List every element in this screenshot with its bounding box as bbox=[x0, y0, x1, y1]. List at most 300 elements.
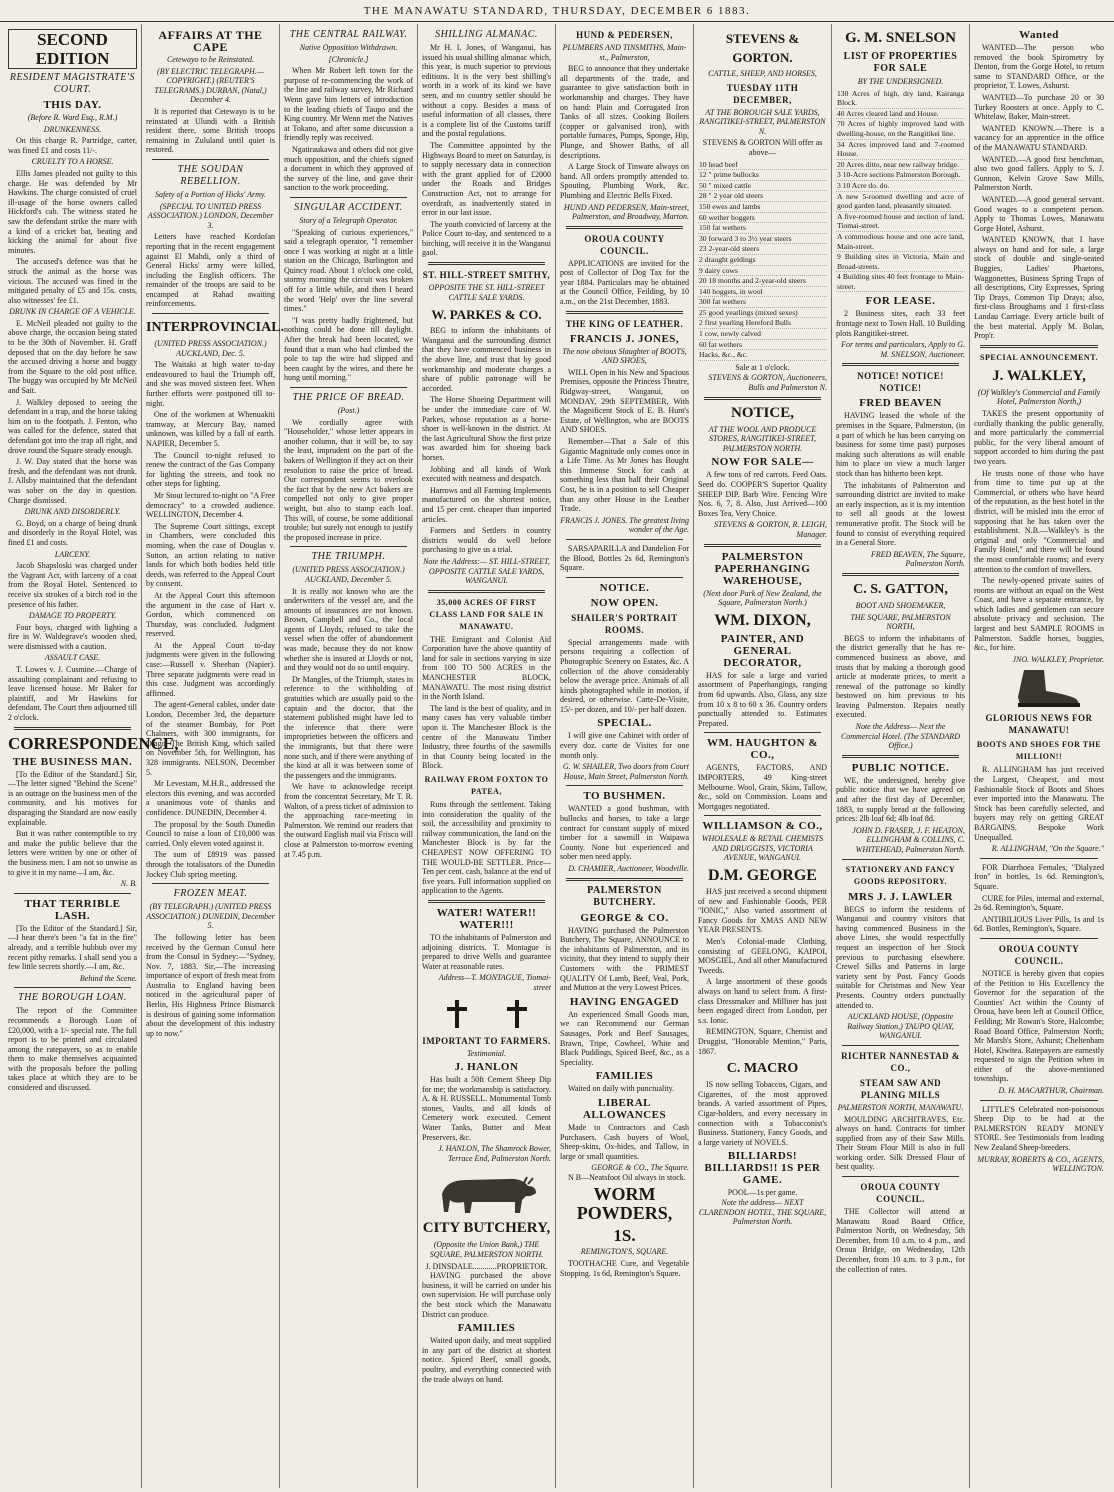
notice-heading: NOTICE. bbox=[599, 581, 650, 594]
liberal-text: Made to Contractors and Cash Purchasers. Cash buyers of Wool, Sheep-skins, Ox-hides, and Tallow, in large or small quantities. bbox=[560, 1122, 689, 1161]
property-list-item: 9 Building sites in Victoria, Main and Broad-streets. bbox=[837, 252, 964, 271]
interprovincial-text: The agent-General cables, under date London, December 3rd, the departure of the steamer Bombay, for Port Chalmers, with 300 immigrants, for Otago. The British King, which sailed on November 5th, for Wellington, has 328 immigrants. NELSON, December 5. bbox=[146, 700, 275, 777]
jones-heading: FRANCIS J. JONES, bbox=[569, 332, 680, 345]
property-list-item: 4 Building sites 40 feet frontage to Main-street. bbox=[837, 272, 964, 291]
stock-list-item: 2 first yearling Hereford Bulls bbox=[698, 318, 827, 329]
george-text: HAS just received a second shipment of new and Fashionable Goods, PER "IONIC," Also varied assortment of Fancy Goods for XMAS AND NEW YEAR PRESENTS. bbox=[698, 887, 827, 935]
letter-text: But it was rather contemptible to try and make the public believe that the letters were written by one or other of the business men. I am not so unwise as to give it in my name—I am, &c. bbox=[8, 829, 137, 877]
letter-text: [To the Editor of the Standard.] Sir,—The letter signed "Behind the Scene" is an outrage on the business men of the community, and his motives for disparaging the Standard are now easily explainable. bbox=[8, 769, 137, 827]
bread-heading: THE PRICE OF BREAD. bbox=[292, 392, 405, 403]
richter-subheading: STEAM SAW AND PLANING MILLS bbox=[859, 1077, 942, 1100]
parkes-heading: W. PARKES & CO. bbox=[431, 307, 542, 323]
gatton-text: BEGS to inform the inhabitants of the district generally that he has re-commenced business as above, and trusts that by making a thorough good article at moderate prices, to merit a renewal of the patronage so kindly bestowed on him previous to his leaving Palmerston. Repairs neatly executed. bbox=[836, 633, 965, 720]
column-5 bbox=[556, 24, 694, 1488]
columns bbox=[4, 24, 1110, 1488]
macro-address: Note the address— NEXT CLARENDON HOTEL, THE SQUARE, Palmerston North. bbox=[698, 1197, 827, 1227]
masthead bbox=[0, 0, 1114, 22]
court-text: E. McNeil pleaded not guilty to the above charge, the occasion being stated to be the 30th of November. H. Graff deposed that on the day before he saw the accused driving a horse and buggy from the Square to the old post office. The buggy was occupied by Mr McNeil and Sait. bbox=[8, 318, 137, 396]
stock-list-item: 25 good yearlings (mixed sexes) bbox=[698, 308, 827, 319]
interprovincial-text: The Supreme Court sittings, except in Chambers, were concluded this morning, when the case of Douglas v. Sutton, an action relating to native lands for which both bodies held title deeds, was referred to the Appeal Court by consent. bbox=[146, 521, 275, 589]
court-text: J. W. Day stated that the horse was fresh, and the defendant was not drunk. J. Allsby maintained that the defendant was sober on the day in question. Charge dismissed. bbox=[8, 457, 137, 505]
court-text: T. Lowes v. J. Cusmine.—Charge of assaulting complainant and refusing to leave licensed house. Mr Baker for plaintiff, and Mr Hawkins for defendant. The Court then adjourned till 2 o'clock. bbox=[8, 665, 137, 723]
bushmen-signature: D. CHAMIER, Auctioneer, Woodville. bbox=[568, 864, 689, 873]
stock-list-item: 150 fat wethers bbox=[698, 223, 827, 234]
liberal-signature: GEORGE & CO., The Square. bbox=[591, 1163, 689, 1173]
crosses-illustration bbox=[427, 996, 547, 1032]
court-text: J. Walkley deposed to seeing the defendant in a trap, and the horse taking him on to the footpath. J. Fenton, who was called for the defence, stated that defendant got into the trap all right, and drove round the Square steady enough. bbox=[8, 397, 137, 455]
divider bbox=[704, 544, 821, 547]
edition-heading: SECOND EDITION bbox=[8, 29, 137, 69]
shailer-signature: G. W. SHAILER, Two doors from Court House, Main Street, Palmerston North. bbox=[562, 762, 689, 781]
palmerston-butchery-text: HAVING purchased the Palmerston Butchery, The Square, ANNOUNCE to the inhabitants of Palmerston, and its vicinity, that they intend to supply their Customers with the PRIMEST QUALITY Of Lamb, Beef, Veal, Pork, and Mutton at the very Lowest Prices. bbox=[560, 925, 689, 993]
billiards-heading: BILLIARDS! BILLIARDS!! 1S PER GAME. bbox=[704, 1150, 821, 1187]
oroua-heading: OROUA COUNTY COUNCIL. bbox=[998, 943, 1080, 966]
stock-list-item: 60 fat wethers bbox=[698, 340, 827, 351]
remedy-ad: FOR Diarrhoea Females, "Dialyzed Iron" in bottles, 1s 6d. Remington's, Square. bbox=[974, 862, 1104, 891]
allingham-signature: R. ALLINGHAM, "On the Square." bbox=[991, 844, 1104, 854]
stock-list-item: 140 hoggets, in wool bbox=[698, 287, 827, 298]
oroua-text: THE Collector will attend at Manawatu Road Board Office, Palmerston North, on Wednesday, 5th December, from 10 a.m. to 4 p.m., and Oroua Bridge, on Wednesday, 12th December, from 10 a.m. to 3 p.m., for the collection of rates. bbox=[836, 1207, 965, 1274]
gatton-heading: C. S. GATTON, bbox=[853, 581, 948, 597]
divider bbox=[14, 727, 131, 730]
railway-ad-text: Runs through the settlement. Taking into consideration the quality of the soil, the accessibility and proximity to railway communication, the land on the Manchester Block is by far the CHEAPEST NOW OFFERING TO THE WOULD-BE SETTLER. Price—Ten per cent. cash, balance at the end of five years. Full information supplied on application to the Agents. bbox=[422, 800, 551, 896]
remedy-ad: CURE for Piles, internal and external, 2s 6d. Remington's, Square. bbox=[974, 893, 1104, 913]
subhead-cruelty: CRUELTY TO A HORSE. bbox=[31, 157, 114, 167]
railway-source: [Chronicle.] bbox=[328, 54, 369, 64]
remington-text: REMINGTON, Square, Chemist and Druggist, "Honorable Mention," Paris, 1867. bbox=[698, 1027, 827, 1056]
subhead-larceny: LARCENY. bbox=[54, 549, 91, 559]
lawler-name: MRS J. J. LAWLER bbox=[848, 890, 953, 903]
court-date: THIS DAY. bbox=[43, 99, 102, 111]
shailer-heading: SHAILER'S PORTRAIT ROOMS. bbox=[571, 612, 678, 635]
subhead-drunkenness: DRUNKENNESS. bbox=[43, 124, 102, 134]
walkley-text: The newly-opened private suites of rooms are without an equal on the West Coast, and have a separate entrance, by which ladies and gentlemen can secure absolute privacy and seclusion. The largest and best SAMPLE ROOMS in Palmerston. Saddle horses, buggies, &c., for hire. bbox=[974, 576, 1104, 653]
correspondence-heading: CORRESPONDENCE, bbox=[8, 733, 179, 753]
interprovincial-wire: (UNITED PRESS ASSOCIATION.) AUCKLAND, Dec. 5. bbox=[154, 339, 267, 358]
properties-list bbox=[836, 89, 965, 293]
water-address: Address—T. MONTAGUE, Tiomai-street bbox=[438, 973, 551, 992]
george-text: A large assortment of these goods always on hand to select from. A first-class Dressmaker and Milliner has just been engaged direct from London, per s.s. Ionic. bbox=[698, 977, 827, 1025]
stevens-date: TUESDAY 11TH DECEMBER, bbox=[726, 82, 799, 105]
lawler-address: AUCKLAND HOUSE, (Opposite Railway Station,) TAUPO QUAY, WANGANUI. bbox=[847, 1012, 954, 1041]
subhead-drunk-vehicle: DRUNK IN CHARGE OF A VEHICLE. bbox=[9, 307, 136, 317]
stevens-place: AT THE BOROUGH SALE YARDS, RANGITIKEI-STREET, PALMERSTON N. bbox=[699, 107, 826, 136]
bread-source: (Post.) bbox=[337, 406, 360, 415]
interprovincial-text: Mr Stout lectured to-night on "A Free democracy" to a crowded audience. WELLINGTON, December 4. bbox=[146, 490, 275, 520]
column-7 bbox=[832, 24, 970, 1488]
glorious-subheading: BOOTS AND SHOES FOR THE MILLION!! bbox=[976, 740, 1102, 762]
accident-subheading: Story of a Telegraph Operator. bbox=[299, 215, 398, 225]
george-heading: D.M. GEORGE bbox=[708, 867, 817, 885]
lease-signature: For terms and particulars, Apply to G. M. SNELSON, Auctioneer. bbox=[841, 340, 965, 359]
properties-subheading: BY THE UNDERSIGNED. bbox=[857, 77, 944, 86]
divider bbox=[566, 577, 683, 578]
parkes-text: BEG to inform the inhabitants of Wanganui and the surrounding district that they have commenced business in the above line, and trust that by good workmanship and moderate charges a share of public patronage will be accorded. bbox=[422, 326, 551, 393]
george-text: Men's Colonial-made Clothing, consisting of GEELONG, KAIPOI, MOSGIEL, And all other Manufactured Tweeds. bbox=[698, 937, 827, 975]
triumph-heading: THE TRIUMPH. bbox=[311, 551, 386, 563]
property-list-item: 3 10 Acre do. do. bbox=[836, 181, 965, 192]
haughton-heading: WM. HAUGHTON & CO., bbox=[707, 737, 818, 762]
loan-heading: THE BOROUGH LOAN. bbox=[18, 992, 127, 1004]
accident-text: "Speaking of curious experiences," said a telegraph operator, "I remember once I was working at night at a little station on the Chicago, Burlington and Quincy road. About 1 o'clock one cold, stormy morning the circuit was broken off for a little while, and then I heard the word 'Help' over the line several times." bbox=[284, 227, 413, 314]
divider bbox=[152, 159, 269, 160]
interprovincial-text: One of the workmen at Whenuakiti tramway, at Mercury Bay, named unknown, was killed by a fall of earth. NAPIER, December 5. bbox=[146, 410, 275, 448]
frozen-meat-wire: (BY TELEGRAPH.) (UNITED PRESS ASSOCIATION.) DUNEDIN, December 5. bbox=[146, 902, 275, 931]
parkes-text: The Horse Shoeing Department will be under the immediate care of W. Parkes, whose reputation as a horse-shoer is well-known in the district. At the last Agricultural Show the first prize was awarded him for shoeing back horses. bbox=[422, 395, 551, 462]
city-butchery-heading: CITY BUTCHERY, bbox=[422, 1220, 551, 1237]
special-text: I will give one Cabinet with order of every doz. carte de Visites for one month only. bbox=[560, 731, 689, 760]
public-notice-text: WE, the undersigned, hereby give public notice that we have agreed on and after the first day of December, 1883, to supply bread at the following prices: 2lb loaf 6d; 4lb loaf 8d. bbox=[836, 775, 965, 824]
gatton-note: Note the Address— Next the Commercial Hotel. (The STANDARD Office.) bbox=[840, 722, 961, 751]
almanac-text: Mr H. I. Jones, of Wanganui, has issued his usual shilling almanac which, this year, is much superior to previous editions. It is the very best shilling's worth in a work of its kind we have seen, and no country settler should be without a copy. Besides a mass of useful information of all classes, there is a complete list of the Customs tariff and the postal regulations. bbox=[422, 43, 551, 139]
letter-heading: THAT TERRIBLE LASH. bbox=[24, 897, 121, 922]
cape-subheading: Cetewayo to be Reinstated. bbox=[166, 55, 255, 64]
stock-list-item: 300 fat wethers bbox=[698, 297, 827, 308]
wanted-ad: WANTED KNOWN, that I have always on hand and for sale, a large stock of double and single-seated Buggies, Ladies' Phaetons, Waggonettes, Business Spring Traps of all descriptions, City Expresses, Spring Tip Drays, Common Tip Drays; also, first-class Broughams and 1 first-class Landau Carriage. Every article built of the best material. Apply M. Bolan, Prop'r. bbox=[974, 235, 1104, 341]
lawler-heading: STATIONERY AND FANCY GOODS REPOSITORY. bbox=[845, 864, 956, 886]
now-open-heading: NOW OPEN. bbox=[590, 596, 659, 609]
loan-text: The report of the Committee recommends a Borough Loan of £20,000, with a 1/- special rate. The full report is to be printed and circulated among the ratepayers, so as to enable them to make themselves acquainted with the proposals before the polling takes place at which they are to be considered and discussed. bbox=[8, 1006, 137, 1093]
walkley-text: He trusts none of those who have from time to time put up at the Commercial, or others who have heard of the reputation, as the best hotel in the district, will be misled into the error of supposing that he has taken over the establishment. N.B.—Walkley's is the original and only "Commercial and Family Hotel," and there will be found the most comfortable rooms; and every attention to the comfort of travellers. bbox=[974, 468, 1104, 574]
property-list-item: 40 Acres cleared land and House. bbox=[836, 109, 965, 120]
divider bbox=[14, 987, 131, 988]
notice-text: A few tons of red carrots. Feed Oats. Seed do. COOPER'S Superior Quality SHEEP DIP. Barb Wire. Fencing Wire Nos. 6, 7, 8. Also, Just Arrived—100 Boxes Tea, Very Choice. bbox=[698, 470, 827, 518]
stock-list-item: 12 " prime bullocks bbox=[698, 170, 827, 181]
interprovincial-text: At the Appeal Court this afternoon the argument in the case of Hart v. Gordon, which commenced on Thursday, was concluded. Judgment reserved. bbox=[146, 590, 275, 639]
glorious-heading: GLORIOUS NEWS FOR MANAWATU! bbox=[985, 713, 1093, 736]
cape-text: It is reported that Cetewayo is to be reinstated at Ulundi with a British resident there, some British troops remaining in Zululand until quiet is restored. bbox=[146, 106, 275, 155]
divider bbox=[980, 345, 1098, 348]
column-6 bbox=[694, 24, 832, 1488]
divider bbox=[566, 226, 683, 229]
accident-text: "I was pretty badly frightened, but nothing could be done till daylight. After the break had been located, we found that a man who had climbed the pole to tap the wire had slipped and been caught by the wires, and there he hung until morning." bbox=[284, 315, 413, 383]
property-list-item: 130 Acres of high, dry land, Kairanga Block. bbox=[837, 88, 964, 108]
court-text: G. Boyd, on a charge of being drunk and disorderly in the Royal Hotel, was fined £1 and costs. bbox=[8, 518, 137, 547]
interprovincial-text: The sum of £8919 was passed through the totalisators of the Dunedin Jockey Club spring meeting. bbox=[146, 850, 275, 879]
williamson-subheading: WHOLESALE & RETAIL CHEMISTS AND DRUGGISTS, VICTORIA AVENUE, WANGANUI. bbox=[701, 834, 824, 863]
divider bbox=[842, 1045, 959, 1046]
hanlon-heading: J. HANLON bbox=[454, 1061, 519, 1074]
divider bbox=[842, 859, 959, 860]
palmerston-butchery-heading: PALMERSTON BUTCHERY. bbox=[587, 884, 662, 908]
interprovincial-text: Mr Levestam, M.H.R., addressed the electors this evening, and was accorded a unanimous vote of thanks and confidence. DUNEDIN, December 4. bbox=[146, 779, 275, 817]
lease-text: 2 Business sites, each 33 feet frontage next to Town Hall. 10 Building plots Rangitikei-street. bbox=[836, 309, 965, 338]
haughton-text: AGENTS, FACTORS, AND IMPORTERS, 49 King-street Melbourne. Wool, Grain, Skins, Tallow, &c., sold on Commission. Loans and Mortgages negotiated. bbox=[698, 763, 827, 811]
sheep-dip-text: LITTLE'S Celebrated non-poisonous Sheep Dip to be had at the PALMERSTON READY MONEY STORE. See Testimonials from leading New Zealand Sheep-breeders. bbox=[974, 1104, 1104, 1153]
soudan-heading: THE SOUDAN REBELLION. bbox=[177, 163, 244, 187]
gatton-subheading: BOOT AND SHOEMAKER, bbox=[855, 600, 946, 610]
beaven-heading: FRED BEAVEN bbox=[859, 397, 942, 410]
walkley-text: TAKES the present opportunity of cordially thanking the public generally, and more particularly the commercial public, for the very liberal amount of support accorded to him during the past two years. bbox=[974, 409, 1104, 466]
walkley-signature: JNO. WALKLEY, Proprietor. bbox=[1012, 654, 1104, 664]
boot-illustration bbox=[994, 667, 1084, 709]
court-heading: RESIDENT MAGISTRATE'S COURT. bbox=[9, 72, 136, 95]
divider bbox=[704, 815, 821, 816]
families-text: Waited upon daily, and meat supplied in any part of the district at shortest notice. Spiced Beef, small goods, poultry, and everything connected with the trade always on hand. bbox=[422, 1336, 551, 1384]
toothache-text: TOOTHACHE Cure, and Vegetable Stopping. 1s 6d, Remington's Square. bbox=[560, 1259, 689, 1278]
palmerston-butchery-owner: GEORGE & CO. bbox=[580, 911, 669, 924]
land-text: The land is the best of quality, and in many cases has very valuable timber upon it. The Manchester Block is the centre of the Manawatu Timber Industry, three fourths of the sawmills in that County being located in the Block. bbox=[422, 703, 551, 771]
city-butchery-address: (Opposite the Union Bank,) THE SQUARE, PALMERSTON NORTH. bbox=[429, 1240, 544, 1260]
stock-list-item: 1 cow, newly calved bbox=[698, 329, 827, 340]
liberal-heading: LIBERAL ALLOWANCES bbox=[582, 1096, 667, 1121]
stevens-intro: STEVENS & GORTON Will offer as above— bbox=[702, 138, 823, 157]
water-heading: WATER! WATER!! WATER!!! bbox=[436, 906, 537, 931]
dixon-trade: PAINTER, AND GENERAL DECORATOR, bbox=[720, 632, 805, 669]
sheep-dip-signature: MURRAY, ROBERTS & CO., AGENTS, WELLINGTON. bbox=[977, 1154, 1104, 1174]
special-heading: SPECIAL. bbox=[597, 717, 652, 730]
leather-heading: THE KING OF LEATHER. bbox=[565, 318, 684, 329]
divider bbox=[566, 785, 683, 786]
stock-list-item: 150 ewes and lambs bbox=[698, 202, 827, 213]
farmers-address: J. HANLON, The Shamrock Bower, Terrace End, Palmerston North. bbox=[438, 1144, 551, 1163]
subhead-disorderly: DRUNK AND DISORDERLY. bbox=[24, 507, 121, 517]
worm-powders-address: REMINGTON'S, SQUARE. bbox=[580, 1247, 669, 1257]
paperhanging-heading: PALMERSTON PAPERHANGING WAREHOUSE, bbox=[714, 550, 811, 587]
worm-powders-price: 1S. bbox=[613, 1226, 636, 1246]
snelson-heading: G. M. SNELSON bbox=[845, 30, 956, 46]
divider bbox=[566, 311, 683, 314]
stock-list-item: 60 wether hoggets bbox=[698, 213, 827, 224]
williamson-heading: WILLIAMSON & CO., bbox=[702, 820, 823, 833]
divider bbox=[152, 883, 269, 884]
divider bbox=[980, 938, 1098, 939]
divider bbox=[704, 732, 821, 733]
stock-list-item: 30 forward 3 to 3½ year steers bbox=[698, 234, 827, 245]
stock-list-item: 10 head beef bbox=[698, 160, 827, 171]
wanted-ad: WANTED—The person who removed the book Spirometry by Denton, from the Gorge Hotel, to return same to STANDARD Office, or the proprietor, T. Lowes, Ashurst. bbox=[974, 43, 1104, 91]
worm-powders-heading: WORM POWDERS, bbox=[576, 1184, 673, 1224]
interprovincial-text: The Waitaki at high water to-day endeavoured to haul the Triumph off, and she was moved sixteen feet. When further efforts were postponed till to-night. bbox=[146, 360, 275, 408]
allingham-text: R. ALLINGHAM has just received the Largest, Cheapest, and most Fashionable Stock of Boots and Shoes ever imported into the Manawatu. The Stock has been carefully selected, and buyers may rely on getting GREAT BARGAINS. Bespoke Work Unequalled. bbox=[974, 765, 1104, 842]
divider bbox=[980, 1100, 1098, 1101]
pedersen-text: BEG to announce that they undertake all departments of the trade, and guarantee to give satisfaction both in workmanship and charges. They have on hand: Plain and Corrugated Iron Tanks of all sizes. Cooking Boilers (copper or galvanised iron), with portable furnaces, Pumps, Sponge, Hip, Plunge, and Shower Baths, of all descriptions. bbox=[560, 64, 689, 160]
parkes-text: Jobbing and all kinds of Work executed with neatness and despatch. bbox=[422, 464, 551, 484]
notice-heading: NOTICE, bbox=[731, 404, 794, 421]
divider bbox=[428, 262, 545, 265]
accident-heading: SINGULAR ACCIDENT. bbox=[294, 201, 403, 213]
court-text: The accused's defence was that he struck the animal as the horse was vicious. The accused was fined in the mitigated penalty of £5 and 15s. costs, also witnesses' fee £1. bbox=[8, 257, 137, 305]
column-1 bbox=[4, 24, 179, 1488]
divider bbox=[566, 539, 683, 540]
dixon-heading: WM. DIXON, bbox=[714, 611, 811, 629]
paperhanging-subheading: (Next door Park of New Zealand, the Square, Palmerston North.) bbox=[703, 588, 822, 608]
interprovincial-text: The Council to-night refused to renew the contract of the Gas Company for lighting the streets, and took no other steps for lighting. bbox=[146, 450, 275, 489]
walkley-subheading: (Of Walkley's Commercial and Family Hotel, Palmerston North,) bbox=[977, 387, 1101, 407]
pedersen-subheading: PLUMBERS AND TINSMITHS, Main-st., Palmerston, bbox=[562, 43, 687, 62]
richter-place: PALMERSTON NORTH, MANAWATU. bbox=[837, 1102, 964, 1112]
masthead-title: THE MANAWATU STANDARD, THURSDAY, DECEMBER 6 1883. bbox=[363, 4, 751, 17]
divider bbox=[842, 755, 959, 758]
court-text: Four boys, charged with lighting a fire in W. Waldegrave's wooden shed, were dismissed with a caution. bbox=[8, 622, 137, 651]
property-list-item: A commodious house and one acre land, Main-street. bbox=[837, 231, 964, 251]
richter-text: MOULDING ARCHITRAVES, Etc. always on hand. Contracts for timber supplied from any of their Saw Mills. Their Steam Flour Mill is also in full working order. Silk Dressed Flour of best quality. bbox=[836, 1114, 965, 1172]
bull-illustration bbox=[432, 1166, 542, 1216]
almanac-text: The youth convicted of larceny at the Police Court to-day, and sentenced to a birching, will receive it in the Wanganui gaol. bbox=[422, 219, 551, 258]
jones-text: Remember—That a Sale of this Gigantic Magnitude only comes once in a Life Time. As Mr Jones has Bought this Immense Stock for cash at something less than half their Original Cost, he is in a position to sell Cheaper than any other House in the Leather Trade. bbox=[560, 437, 689, 514]
pool-price: POOL—1s per game. bbox=[727, 1188, 798, 1198]
divider bbox=[842, 573, 959, 576]
wanted-ad: WANTED.—A good first benchman, also two good fallers. Apply to S. J. Gunnon, Kelvin Grove Saw Mills, Palmerston North. bbox=[974, 154, 1104, 193]
column-4 bbox=[418, 24, 556, 1488]
column-2 bbox=[142, 24, 285, 1488]
railway-text: Ngatiraukawa and others did not give much opposition, and the chiefs signed a document in which they approved of the survey of the line, and gave their sanction to the work proceeding. bbox=[284, 144, 413, 193]
property-list-item: A five-roomed house and section of land, Tiomai-street. bbox=[837, 211, 964, 231]
stock-list-item: 28 " 2 year old steers bbox=[698, 191, 827, 202]
wanted-ad: WANTED.—A good general servant. Good wages to a competent person. Apply to Thomas Lowes, Manawatu Gorge Hotel, Ashurst. bbox=[974, 194, 1104, 233]
land-text: THE Emigrant and Colonist Aid Corporation have the above quantity of land for sale in sections varying in size from 100 TO 500 ACRES in the MANCHESTER BLOCK, MANAWATU. The most rising district in the North Island. bbox=[422, 634, 551, 702]
stock-list-item: 2 draught geldings bbox=[698, 255, 827, 266]
soudan-wire: (SPECIAL TO UNITED PRESS ASSOCIATION.) LONDON, December 3. bbox=[147, 201, 274, 230]
stevens-sale-time: Sale at 1 o'clock. bbox=[735, 362, 790, 372]
notices-heading: NOTICE! NOTICE! NOTICE! bbox=[857, 371, 944, 394]
soudan-subheading: Safety of a Portion of Hicks' Army. bbox=[154, 189, 267, 199]
triumph-text: Dr Mangles, of the Triumph, states in reference to the withholding of gratuities which are usually paid to the captain and the doctor, that the statement published might have led to the inference that there were improprieties between the officers and the immigrants, but that there were none such, and if there were anything of the kind at all it was between some of the passengers and the immigrants. bbox=[284, 674, 413, 780]
property-list-item: A new 5-roomed dwelling and acre of good garden land, pleasantly situated. bbox=[837, 191, 964, 211]
bushmen-text: WANTED a good bushman, with bullocks and horses, to take a large contract for constant supply of mixed timber for a sawmill in Waipawa County. None but experienced and sober men need apply. bbox=[560, 804, 689, 862]
triumph-wire: (UNITED PRESS ASSOCIATION.) AUCKLAND, December 5. bbox=[292, 565, 405, 584]
soudan-text: Letters have reached Kordofan reporting that in the recent engagement against El Mahdi, only a third of General Hicks' army were killed, including the English officers. The remainder of the troops are said to be encamped at Rahad awaiting reinforcements. bbox=[146, 232, 275, 309]
notice-sale: NOW FOR SALE— bbox=[711, 456, 814, 469]
court-text: Ellis James pleaded not guilty to this charge. He was defended by Mr Hawkins. The charge consisted of cruel ill-usage of the horse owners called Hickford's cab. The witness stated he saw the defendant strike the mare with a kind of a cricket bat, beating and kicking the animal for about five minutes. bbox=[8, 168, 137, 255]
letter-text: [To the Editor of the Standard.] Sir,—I hear there's been "a fat in the fire" already, and a terrible hubbub over my recent pithy remarks. I shall send you a few little secrets shortly.—I am, &c. bbox=[8, 923, 137, 972]
cape-wire: (BY ELECTRIC TELEGRAPH.—COPYRIGHT.) (REUTER'S TELEGRAMS.) DURBAN, (Natal,) December 4. bbox=[154, 66, 267, 105]
court-before: (Before R. Ward Esq., R.M.) bbox=[27, 113, 118, 122]
triumph-text: We have to acknowledge receipt from the concentrat Secretary, Mr T. R. Walton, of a press ticket of admission to the approaching race-meeting in Palmerston. We remind our readers that the outward English mail via Frisco will close at Palmerston to-morrow evening at 7.45 p.m. bbox=[284, 782, 413, 859]
oroua-text: APPLICATIONS are invited for the post of Collector of Dog Tax for the year 1884. Particulars may be obtained at the Council Office, Feilding, by 10 a.m., on the 21st December, 1883. bbox=[560, 258, 689, 307]
engaged-heading: HAVING ENGAGED bbox=[569, 995, 680, 1008]
column-3 bbox=[280, 24, 418, 1488]
richter-heading: RICHTER NANNESTAD & CO., bbox=[841, 1050, 960, 1073]
families-text: Waited on daily with punctuality. bbox=[568, 1084, 675, 1094]
families-heading: FAMILIES bbox=[457, 1322, 516, 1335]
divider bbox=[290, 387, 407, 388]
engaged-text: An experienced Small Goods man, we can Recommend our German Sausages, Pork and Beef Sausages, Brawn, Tripe, Cowheel, White and Black Puddings, Spiced Beef, &c., as a Speciality. bbox=[560, 1009, 689, 1067]
land-heading: 35,000 ACRES OF FIRST CLASS LAND FOR SALE IN MANAWATU. bbox=[429, 597, 544, 631]
divider bbox=[290, 197, 407, 198]
railway-text: When Mr Robert left town for the purpose of re-commencing the work of the line and railway survey, Mr Richard Wenn gave him letters of introduction to the leading chiefs of Taupo and the King country. Mr Wenn met the Natives at Tokano, and after some discussion a friendly reply was received. bbox=[284, 66, 413, 143]
beaven-text: The inhabitants of Palmerston and surrounding district are invited to make an early inspection, as it is my intention to sell all goods at the lowest remunerative profit. The Stock will be found to consist of everything required in a General Store. bbox=[836, 480, 965, 548]
notice-signature: STEVENS & GORTON, R. LEIGH, Manager. bbox=[714, 520, 827, 539]
subhead-assault: ASSAULT CASE. bbox=[44, 653, 101, 663]
divider bbox=[980, 858, 1098, 859]
cape-heading: AFFAIRS AT THE CAPE bbox=[158, 28, 263, 54]
neatsfoot-text: N B—Neatsfoot Oil always in stock. bbox=[568, 1172, 686, 1182]
wanted-ad: WANTED KNOWN.—There is a vacancy for an apprentice in the office of the MANAWATU STANDARD. bbox=[974, 123, 1104, 152]
stevens-subheading: CATTLE, SHEEP, AND HORSES, bbox=[708, 69, 817, 78]
jones-subheading: The now obvious Slaughter of BOOTS, AND SHOES, bbox=[562, 346, 687, 366]
court-text: On this charge R. Partridge, carter, was fined £1 and costs 11/-. bbox=[8, 136, 137, 155]
almanac-heading: SHILLING ALMANAC. bbox=[435, 29, 538, 40]
interprovincial-text: At the Appeal Court to-day judgments were given in the following case:—Russell v. Sheehan (Napier). Three separate judgments were read in this case. Judgment was accordingly affirmed. bbox=[146, 640, 275, 698]
railway-heading: THE CENTRAL RAILWAY. bbox=[289, 29, 408, 40]
lease-heading: FOR LEASE. bbox=[865, 295, 936, 308]
public-notice-heading: PUBLIC NOTICE. bbox=[851, 761, 950, 774]
stock-list-item: 50 " mixed cattle bbox=[698, 181, 827, 192]
notice-subheading: AT THE WOOL AND PRODUCE STORES, RANGITIKEI-STREET, PALMERSTON NORTH. bbox=[708, 424, 817, 453]
divider bbox=[14, 893, 131, 894]
divider bbox=[290, 546, 407, 547]
column-8 bbox=[970, 24, 1108, 1488]
public-notice-signature: JOHN D. FRASER, J. F. HEATON, ELLINGHAM & COLLINS, C. WHITEHEAD, Palmerston North. bbox=[852, 825, 965, 854]
stock-list bbox=[698, 160, 827, 361]
letter-signature: Behind the Scene. bbox=[79, 973, 137, 983]
properties-heading: LIST OF PROPERTIES FOR SALE bbox=[843, 51, 958, 74]
sarsaparilla-text: SARSAPARILLA and Dandelion For the Blood, Bottles 2s 6d, Remington's Square. bbox=[560, 543, 689, 573]
interprovincial-heading: INTERPROVINCIAL. bbox=[146, 320, 285, 336]
dixon-text: HAS for sale a large and varied assortment of Paperhangings, ranging from 6d upwards. Also, Glass, any size from 10 x 8 to 60 x 36. Country orders punctually attended to. Estimates Prepared. bbox=[698, 670, 827, 728]
farmers-text: Has built a 50ft Cement Sheep Dip for me; the workmanship is satisfactory. A. & H. RUSSELL. Monumental Tomb stones, Vaults, and all kinds of Cemetery work executed. Cement Water Tanks, Butter and Meat Preservers, &c. bbox=[422, 1075, 551, 1142]
bread-text: We cordially agree with "Householder," whose letter appears in another column, that it will be, to say the least, imprudent on the part of the bakers of Wellington if they act on their resolution to raise the price of bread. Our correspondent seems to overlook the fact that by the new Act bakers are compelled not only to give proper weight, but also to stamp each loaf. This will, of course, be some additional trouble; but surely not enough to justify the proposed increase in price. bbox=[284, 417, 413, 542]
wanted-heading: Wanted bbox=[1019, 29, 1059, 41]
city-butchery-proprietor: J. DINSDALE............PROPRIETOR. bbox=[425, 1261, 548, 1271]
property-list-item: 70 Acres of highly improved land with dwelling-house, on the Rangitikei line. bbox=[837, 119, 964, 138]
triumph-text: It is really not known who are the underwriters of the vessel are, and the amounts of insurances are not known. Brown, Campbell and Co., the local agents of Lloyds, refused to take the vessel when the offer of abandonment was made, because they do not know whether she is insured at Lloyds or not, and they would not do so until enquiry. bbox=[284, 586, 413, 673]
macro-text: IS now selling Tobaccos, Cigars, and Cigarettes, of the most approved brands. A varied assortment of Pipes, Cigar-holders, and every necessary in connection with a Tobacconist's Business. Stationery, Fancy Goods, and a large variety of NOVELS. bbox=[698, 1080, 827, 1147]
pedersen-signature: HUND AND PEDERSEN, Main-street, Palmerston, and Broadway, Marton. bbox=[563, 202, 689, 222]
divider bbox=[842, 1176, 959, 1177]
railway-ad-heading: RAILWAY FROM FOXTON TO PATEA, bbox=[424, 775, 549, 796]
divider bbox=[152, 313, 269, 314]
divider bbox=[704, 397, 821, 400]
stock-list-item: 9 dairy cows bbox=[698, 266, 827, 277]
divider bbox=[566, 878, 683, 881]
beaven-text: HAVING leased the whole of the premises in the Square, Palmerston, (in a part of which he has been carrying on business for some time past) purposes making such alterations as will enable him to place on view a much larger stock than has hitherto been kept. bbox=[836, 411, 965, 478]
pedersen-text: A Large Stock of Tinware always on hand. All orders promptly attended to. Spouting, Plumbing Work, &c. Plumbing and Electric Bells Fixed. bbox=[560, 162, 689, 200]
frozen-meat-heading: FROZEN MEAT. bbox=[173, 888, 248, 900]
shailer-text: Special arrangements made with persons requiring a collection of Photographic Scenery on Estates, &c. A collection of the above considerably below the average price. Animals of all kinds photographed while in motion, if desired, or otherwise. Carte-De-Visite, 15/- per dozen, and 10/- per half dozen. bbox=[560, 637, 689, 714]
parkes-text: Farmers and Settlers in country districts would do well before purchasing to give us a trial. bbox=[422, 526, 551, 555]
court-text: Jacob Shapsloski was charged under the Vagrant Act, with larceny of a coat from the Royal Hotel. Sentenced to receive six strokes of a birch rod in the presence of his father. bbox=[8, 561, 137, 609]
stevens-heading: STEVENS & GORTON. bbox=[725, 31, 800, 65]
railway-subheading: Native Opposition Withdrawn. bbox=[299, 43, 398, 52]
macro-heading: C. MACRO bbox=[726, 1061, 799, 1077]
parkes-address: Note the Address:— ST. HILL-STREET, OPPOSITE CATTLE SALE YARDS, WANGANUI. bbox=[423, 556, 550, 586]
property-list-item: 3 10-Acre sections Palmerston Borough. bbox=[836, 170, 965, 181]
letter-heading: THE BUSINESS MAN. bbox=[12, 755, 133, 768]
smithy-heading: ST. HILL-STREET SMITHY, bbox=[422, 270, 551, 281]
wanted-ad: WANTED—To purchase 20 or 30 Turkey Roosters at once. Apply to C. Whitelaw, Baker, Main-street. bbox=[974, 92, 1104, 122]
stevens-signature: STEVENS & GORTON, Auctioneers, Bulls and Palmerston N. bbox=[708, 373, 827, 393]
farmers-subheading: Testimonial. bbox=[466, 1048, 507, 1058]
divider bbox=[842, 363, 959, 366]
city-butchery-text: HAVING purchased the above business, it will be carried on under his own supervision. He will purchase only the best stock which the Manawatu District can produce. bbox=[422, 1271, 551, 1319]
stock-list-item: 20 18 months and 2-year-old steers bbox=[698, 276, 827, 287]
almanac-text: The Committee appointed by the Highways Board to meet on Saturday, is to supply necessary data in connection with the grant applied for of £2000 under the Roads and Bridges Construction Act, not to arrange for overdraft, as inadvertently stated in error in our last issue. bbox=[422, 140, 552, 218]
special-announcement-heading: SPECIAL ANNOUNCEMENT. bbox=[980, 352, 1098, 362]
divider bbox=[428, 590, 545, 593]
divider bbox=[428, 900, 545, 903]
parkes-text: Harrows and all Farming Implements manufactured on the shortest notice, and 15 per cent. cheaper than imported articles. bbox=[422, 485, 551, 524]
walkley-heading: J. WALKLEY, bbox=[992, 367, 1086, 384]
oroua-heading: OROUA COUNTY COUNCIL. bbox=[860, 1182, 941, 1205]
pedersen-heading: HUND & PEDERSEN, bbox=[576, 30, 673, 40]
remedy-ad: ANTIBILIOUS Liver Pills, 1s and 1s 6d. Bottles, Remington's, Square. bbox=[974, 914, 1104, 934]
oroua-text: NOTICE is hereby given that copies of the Petition to His Excellency the Governor for the separation of the Counties' Act within the County of Oroua, have been left at Council Office, Feilding; Mr Rowan's Store, Halcombe; Road Board Office, Palmerston North; Mr Marsh's Store, Ashurst; Cheltenham Hotel, Kiwitea. Ratepayers are earnestly requested to sign the Petition when in either of the above-mentioned townships. bbox=[974, 968, 1104, 1084]
property-list-item: 20 Acres ditto, near new railway bridge. bbox=[836, 160, 965, 171]
water-text: TO the inhabitants of Palmerston and adjoining districts. T. Montague is prepared to drive Wells and guarantee Water at reasonable rates. bbox=[422, 932, 551, 971]
letter-signature: N. B. bbox=[120, 879, 137, 889]
families-heading: FAMILIES bbox=[595, 1070, 654, 1083]
lawler-text: BEGS to inform the residents of Wanganui and country visitors that having commenced Business in the above Lines, she would respectfully request an inspection of her Stock previous to purchasing elsewhere. Crewel Silks and Patterns in large variety sent by Post. Fancy Goods suitable for Christmas and New Year Presents. Country orders punctually attended to. bbox=[836, 904, 965, 1010]
jones-text: WILL Open in his New and Spacious Premises, opposite the Princess Theatre, Ridgway-street, Wanganui, on MONDAY, 29th SEPTEMBER, With the Magnificent Stock of E. B. Hunt's Estate, of Wellington, who are BOOTS AND SHOES. bbox=[560, 367, 689, 435]
subhead-damage: DAMAGE TO PROPERTY. bbox=[28, 611, 117, 621]
stock-list-item: Hacks, &c., &c. bbox=[698, 350, 827, 361]
bushmen-heading: TO BUSHMEN. bbox=[583, 790, 666, 803]
jones-signature: FRANCIS J. JONES. The greatest living wonder of the Age. bbox=[560, 515, 689, 535]
interprovincial-text: The proposal by the South Dunedin Council to raise a loan of £10,000 was carried. Only eleven voted against it. bbox=[146, 819, 275, 848]
farmers-heading: IMPORTANT TO FARMERS. bbox=[422, 1035, 551, 1046]
